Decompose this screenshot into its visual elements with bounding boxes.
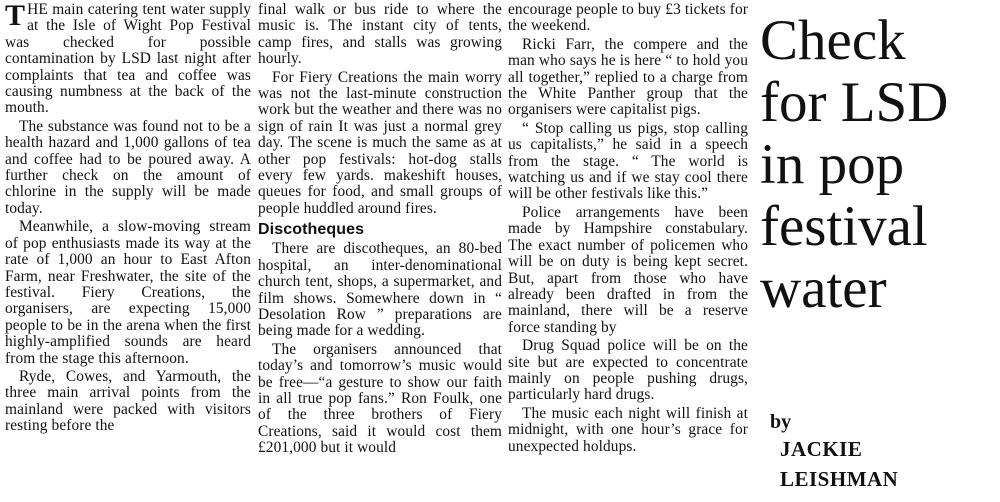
article-column-1 <box>5 2 251 437</box>
article-paragraph <box>5 2 251 117</box>
byline-label: by <box>770 411 792 433</box>
headline-line: in pop <box>760 133 905 196</box>
article-column-3 <box>508 2 748 457</box>
article-paragraph: Meanwhile, a slow-moving stream of pop enthusiasts made its way at the rate of 1,000 an hour to East Afton Farm, near Freshwater, the site of the festival. Fiery Creations, the organisers, are expecting 15,000 people to be in the arena when the first highly-amplified sounds are heard from the stage this afternoon. <box>5 218 251 367</box>
article-paragraph: final walk or bus ride to where the music is. The instant city of tents, camp fires, and stalls was growing hourly. <box>258 1 502 68</box>
author-name: LEISHMAN <box>780 467 899 491</box>
article-paragraph: Drug Squad police will be on the site but are expected to concentrate mainly on people pushing drugs, particularly hard drugs. <box>508 337 748 404</box>
article-paragraph: Ricki Farr, the compere and the man who says he is here “ to hold you all together,” replied to a charge from the White Panther group that the organisers were capitalist pigs. <box>508 35 748 119</box>
headline-line: Check <box>760 9 906 72</box>
byline <box>766 410 898 494</box>
author-name: JACKIE <box>780 437 863 461</box>
article-paragraph: The music each night will finish at midnight, with one hour’s grace for unexpected holdups. <box>508 404 748 455</box>
article-paragraph: The substance was found not to be a health hazard and 1,000 gallons of tea and coffee had to be poured away. A further check on the amount of chlorine in the supply will be made today. <box>5 117 251 217</box>
article-paragraph: For Fiery Creations the main worry was not the last-minute construction work but the weather and there was no sign of rain It was just a normal grey day. The scene is much the same as at other pop festivals: hot-dog stalls every few yards. makeshift houses, queues for food, and small groups of people huddled around fires. <box>258 68 502 217</box>
article-paragraph: Ryde, Cowes, and Yarmouth, the three main arrival points from the mainland were packed with visitors resting before the <box>5 367 251 435</box>
article-paragraph: Police arrangements have been made by Hampshire constabulary. The exact number of policemen who will be on duty is being kept secret. But, apart from those who have already been drafted in from the mainland, there will be a reserve force standing by <box>508 203 748 336</box>
section-subheading: Discotheques <box>258 221 365 239</box>
article-paragraph: “ Stop calling us pigs, stop calling us capitalists,” he said in a speech from the stage. “ The world is watching us and if we stay cool there will be other festivals like this.” <box>508 119 748 203</box>
headline <box>760 10 1000 320</box>
article-paragraph: encourage people to buy £3 tickets for the weekend. <box>508 1 748 35</box>
article-column-2 <box>258 2 502 459</box>
headline-line: festival <box>760 195 928 258</box>
article-paragraph: There are discotheques, an 80-bed hospital, an inter-denominational church tent, shops, a supermarket, and film shows. Somewhere down in “ Desolation Row ” preparations are being made for a wedding. <box>258 240 502 340</box>
headline-line: for LSD <box>760 71 949 134</box>
article-paragraph: The organisers announced that today’s and tomorrow’s music would be free—“a gesture to show our faith in all true pop fans.” Ron Foulk, one of the three brothers of Fiery Creations, said it would cost them £201,000 but it would <box>258 340 502 457</box>
drop-cap: T <box>5 0 26 32</box>
headline-line: water <box>760 257 887 320</box>
paragraph-text: HE main catering tent water supply at the Isle of Wight Pop Festival was checked for possible contamination by LSD last night after complaints that tea and coffee was causing numbness at the back of the mouth. <box>5 1 251 117</box>
